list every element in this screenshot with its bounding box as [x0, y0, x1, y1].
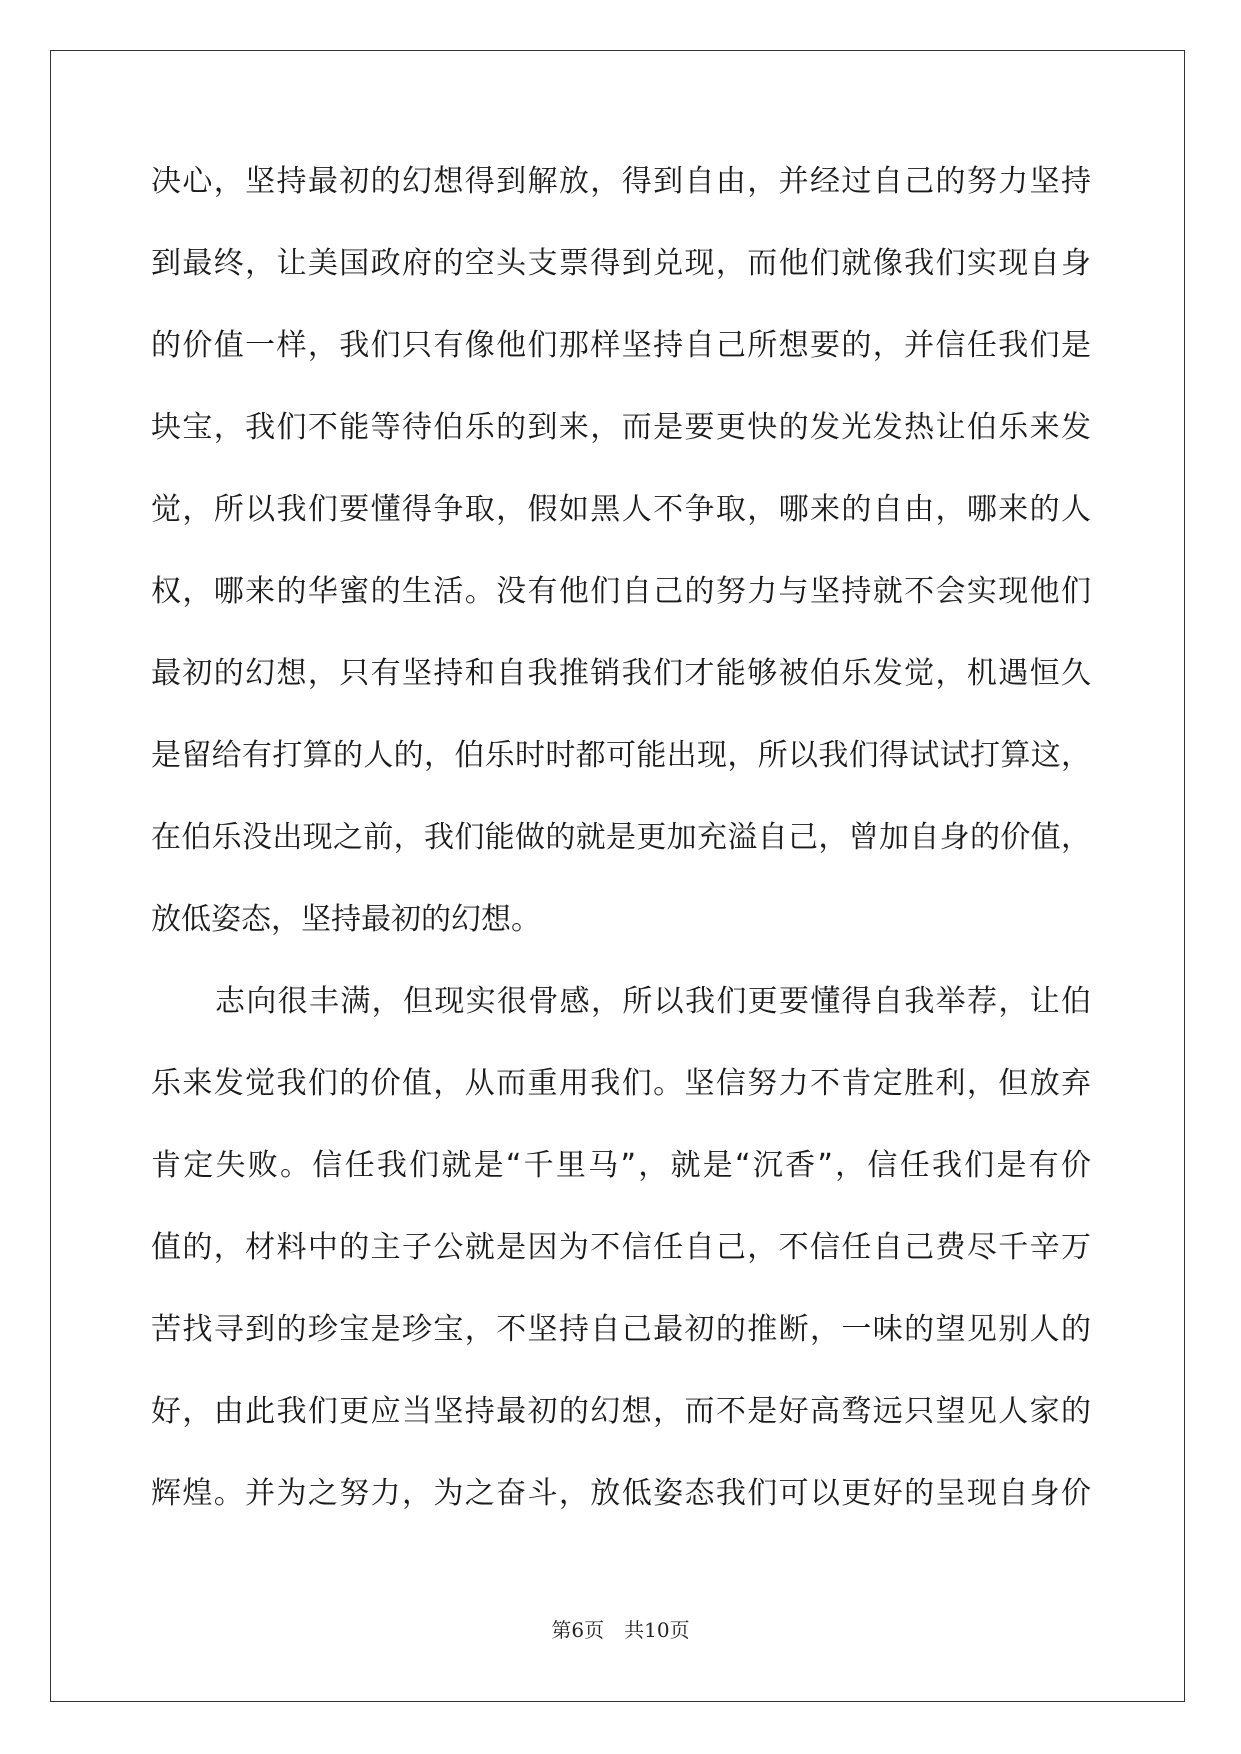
text-line: 好，由此我们更应当坚持最初的幻想，而不是好高骛远只望见人家的 [151, 1394, 1091, 1429]
text-line: 最初的幻想，只有坚持和自我推销我们才能够被伯乐发觉，机遇恒久 [151, 656, 1091, 691]
text-line: 苦找寻到的珍宝是珍宝，不坚持自己最初的推断，一味的望见别人的 [151, 1312, 1091, 1347]
text-line: 肯定失败。信任我们就是“千里马”，就是“沉香”，信任我们是有价 [151, 1148, 1091, 1183]
text-line: 觉，所以我们要懂得争取，假如黑人不争取，哪来的自由，哪来的人 [151, 492, 1091, 527]
text-line: 权，哪来的华蜜的生活。没有他们自己的努力与坚持就不会实现他们 [151, 574, 1091, 609]
text-line: 放低姿态，坚持最初的幻想。 [151, 902, 541, 937]
text-line: 到最终，让美国政府的空头支票得到兑现，而他们就像我们实现自身 [151, 246, 1091, 281]
text-line: 值的，材料中的主子公就是因为不信任自己，不信任自己费尽千辛万 [151, 1230, 1091, 1265]
page-number-footer: 第6页 共10页 [551, 1618, 690, 1642]
text-line: 志向很丰满，但现实很骨感，所以我们更要懂得自我举荐，让伯 [215, 984, 1091, 1019]
text-line: 决心，坚持最初的幻想得到解放，得到自由，并经过自己的努力坚持 [151, 164, 1091, 199]
text-line: 乐来发觉我们的价值，从而重用我们。坚信努力不肯定胜利，但放弃 [151, 1066, 1091, 1101]
document-body [151, 162, 1091, 1556]
text-line: 块宝，我们不能等待伯乐的到来，而是要更快的发光发热让伯乐来发 [151, 410, 1091, 445]
text-line: 辉煌。并为之努力，为之奋斗，放低姿态我们可以更好的呈现自身价 [151, 1476, 1091, 1511]
text-line: 在伯乐没出现之前，我们能做的就是更加充溢自己，曾加自身的价值， [151, 820, 1091, 855]
text-line: 是留给有打算的人的，伯乐时时都可能出现，所以我们得试试打算这， [151, 738, 1091, 773]
text-line: 的价值一样，我们只有像他们那样坚持自己所想要的，并信任我们是 [151, 328, 1091, 363]
